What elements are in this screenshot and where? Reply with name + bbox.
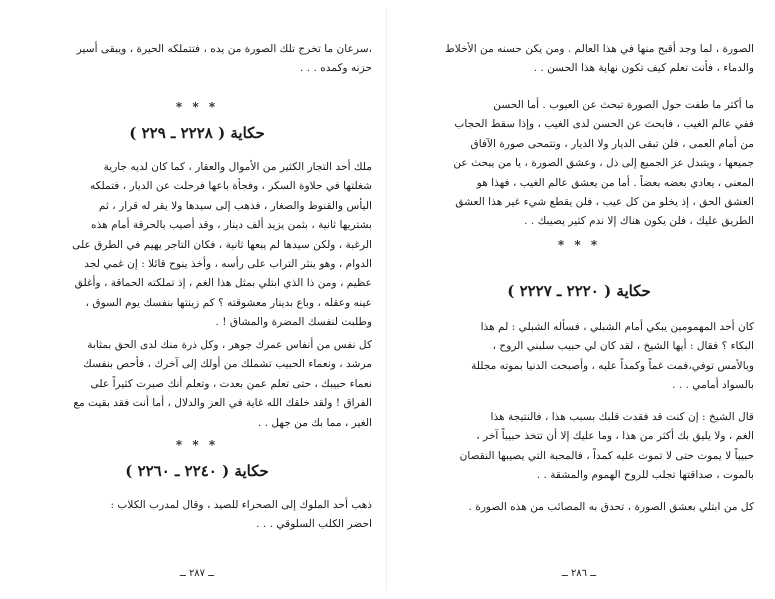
text-line: احضر الكلب السلوقي . . . — [256, 518, 372, 531]
text-line: والدماء ، فأنت تعلم كيف تكون نهاية هذا الحسن . . — [533, 62, 754, 75]
story-paragraph — [22, 158, 372, 333]
reflection-paragraph — [22, 336, 372, 433]
text-line: نعماء حبيبك ، حتى تعلم عمن بعدت ، وتعلم أنك صبرت كثيراً على — [90, 377, 372, 390]
continued-paragraph — [404, 40, 754, 79]
left-top-paragraph — [22, 40, 372, 79]
text-line: الطريق عليك ، فلن يكون هناك إلا ندم كثير يصيبك . . — [524, 215, 754, 228]
text-line: ذهب أحد الملوك إلى الصحراء للصيد ، وقال لمدرب الكلاب : — [110, 499, 372, 511]
story-heading: حكاية ( ٢٢٢٨ ـ ٢٢٩ ) — [129, 124, 265, 142]
text-line: عظيم ، ومن ذا الذي ابتلي بمثل هذا الغم ، إذ تملكته الحماقة ، وأغلق — [74, 277, 372, 290]
text-line: الغم ، ولا يليق بك أكثر من هذا ، وما عليك إلا أن تتخذ حبيباً آخر ، — [476, 430, 754, 443]
story-paragraph — [22, 496, 372, 535]
text-line: قال الشيخ : إن كنت قد فقدت قلبك بسبب هذا ، فالنتيجة هذا — [490, 411, 754, 423]
text-line: وبالأمس توفي،فمت غماً وكمداً عليه ، وأصبحت الدنيا بموته مجللة — [471, 359, 754, 372]
text-line: ما أكثر ما طفت حول الصورة تبحث عن العيوب . أما الحسن — [493, 99, 754, 111]
closing-paragraph — [404, 498, 754, 517]
text-line: العشق الحق ، إذ يخلو من كل عيب ، فلن يقطع شيء غير هذا العشق — [455, 196, 754, 209]
text-line: كل نفس من أنفاس عمرك جوهر ، وكل ذرة منك لدى الحق بمثابة — [87, 339, 372, 351]
text-line: البكاء ؟ فقال : أيها الشيخ ، لقد كان لي حبيب سلبني الروح ، — [492, 340, 754, 353]
shaykh-reply-paragraph — [404, 408, 754, 486]
text-line: مرشد ، ونعماء الحبيب تشملك من أولك إلى آخرك ، فأحص بنفسك — [83, 358, 372, 371]
text-line: ففي عالم الغيب ، فابحث عن الحسن لدى الغيب ، وإذا سقط الحجاب — [454, 118, 754, 131]
text-line: ،سرعان ما تخرج تلك الصورة من يده ، فتتملكه الحيرة ، ويبقى أسير — [76, 43, 372, 55]
section-divider-stars: * * * — [175, 100, 219, 114]
text-line: بالموت ، صداقتها تجلب للروح الهموم والمشقة . . — [536, 469, 754, 482]
text-line: الرغبة ، ولكن سيدها لم يبعها ثانية ، فكان التاجر يهيم في الطرق على — [72, 238, 372, 251]
text-line: الفراق ! ولقد خلقك الله غاية في العز والدلال ، أما أنت فقد بقيت مع — [73, 397, 372, 410]
section-divider-stars: * * * — [175, 438, 219, 452]
text-line: اليأس والقنوط والصغار ، فذهب إلى سيدها ولا يقر له قرار ، ثم — [98, 199, 372, 212]
text-line: وطلبت لنفسك المضرة والمشاق ! . — [215, 316, 372, 329]
text-line: عينه وعقله ، وباع بدينار معشوقته ؟ كم زينتها بنفسك يوم السوق ، — [85, 296, 372, 309]
left-page — [22, 0, 372, 599]
text-line: من أمام العمى ، فلن تبقى الديار ولا الديار ، وتتمحى صورة الآفاق — [470, 137, 754, 150]
text-line: حزنه وكمده . . . — [300, 62, 372, 75]
text-line: ملك أحد التجار الكثير من الأموال والعقار ، كما كان لديه جارية — [103, 161, 372, 173]
text-line: بشتريها ثانية ، بثمن يزيد ألف دينار ، وقد أصيب بالحرقة أمام هذه — [91, 219, 372, 232]
page-number: ــ ٢٨٦ ــ — [561, 568, 597, 579]
text-line: شغلتها في حلاوة السكر ، وفجأة باعها فرحلت عن الديار ، فتملكه — [89, 180, 372, 193]
text-line: كل من ابتلي بعشق الصورة ، تحدق به المصائب من هذه الصورة . — [468, 501, 754, 513]
text-line: المعنى ، يعادي بعضه بعضاً . أما من يعشق عالم الغيب ، فهذا هو — [476, 176, 754, 189]
text-line: حبيباً لا يموت حتى لا تموت عليه كمداً ، فالمحبة التي يصيبها النقصان — [459, 449, 754, 462]
book-gutter — [386, 8, 387, 591]
text-line: الغير ، مما بك من جهل . . — [257, 416, 372, 429]
section-divider-stars: * * * — [557, 238, 601, 252]
story-heading: حكاية ( ٢٢٢٠ ـ ٢٢٢٧ ) — [507, 282, 651, 300]
reflection-paragraph — [404, 96, 754, 232]
page-number: ــ ٢٨٧ ــ — [179, 568, 215, 579]
text-line: بالسواد أمامي . . . — [672, 379, 754, 392]
right-page — [404, 0, 754, 599]
story-heading: حكاية ( ٢٢٤٠ ـ ٢٢٦٠ ) — [125, 462, 269, 480]
text-line: الصورة ، لما وجد أقبح منها في هذا العالم . ومن يكن حسنه من الأخلاط — [444, 43, 754, 55]
text-line: كان أحد المهمومين يبكي أمام الشبلي ، فسأله الشبلي : لم هذا — [480, 321, 754, 333]
text-line: الدوام ، وهو ينثر التراب على رأسه ، وأخذ ينوح قائلا : إن غمي لجد — [84, 258, 372, 271]
story-paragraph — [404, 318, 754, 396]
text-line: جميعها ، ويتبدل عز الجميع إلى ذل ، وعشق الصورة ، يا من يبحث عن — [453, 157, 754, 170]
